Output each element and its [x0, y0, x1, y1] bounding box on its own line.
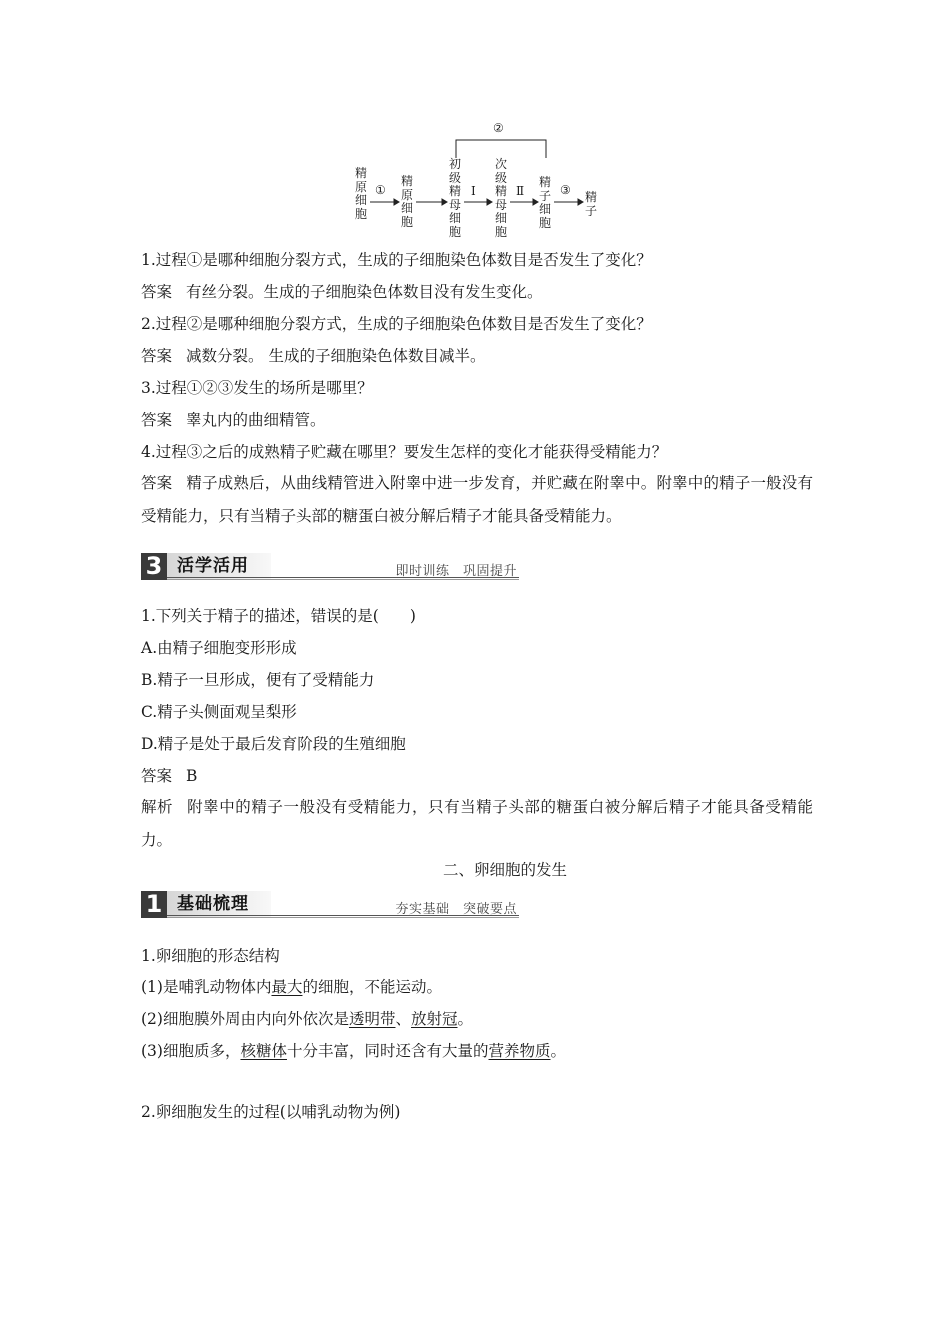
egg-heading-2: 2.卵细胞发生的过程(以哺乳动物为例)	[141, 1103, 401, 1121]
option-a: A.由精子细胞变形形成	[141, 639, 297, 657]
answer-4: 答案 精子成熟后，从曲线精管进入附睾中进一步发育，并贮藏在附睾中。附睾中的精子一般没有受精能力，只有当精子头部的糖蛋白被分解后精子才能具备受精能力。	[141, 474, 813, 525]
exercise-analysis: 解析 附睾中的精子一般没有受精能力，只有当精子头部的糖蛋白被分解后精子才能具备受精能力。	[141, 798, 813, 849]
blank-largest: 最大	[271, 978, 303, 996]
arrow-label-1: ①	[375, 183, 386, 197]
node-spermatogonium-2: 精原细胞	[400, 174, 413, 229]
option-b: B.精子一旦形成，便有了受精能力	[141, 671, 375, 689]
blank-corona-radiata: 放射冠	[411, 1010, 458, 1028]
section-subtitle: 夯实基础 突破要点	[395, 902, 517, 917]
arrow-label-I: Ⅰ	[471, 184, 476, 198]
node-spermatid: 精子细胞	[538, 175, 551, 230]
node-primary-spermatocyte: 初级精母细胞	[448, 157, 461, 239]
exercise-question: 1.下列关于精子的描述，错误的是( )	[141, 607, 416, 625]
blank-nutrients: 营养物质	[488, 1042, 551, 1060]
answer-2: 答案 减数分裂。 生成的子细胞染色体数目减半。	[141, 347, 486, 365]
answer-1: 答案 有丝分裂。生成的子细胞染色体数目没有发生变化。	[141, 283, 543, 301]
diagram-arrows	[350, 118, 600, 243]
node-sperm: 精子	[584, 190, 597, 218]
question-1: 1.过程①是哪种细胞分裂方式，生成的子细胞染色体数目是否发生了变化？	[141, 251, 652, 269]
option-d: D.精子是处于最后发育阶段的生殖细胞	[141, 735, 406, 753]
section-banner-practice	[141, 553, 519, 583]
section-number: 3	[141, 553, 167, 580]
question-4: 4.过程③之后的成熟精子贮藏在哪里？要发生怎样的变化才能获得受精能力？	[141, 443, 668, 461]
spermatogenesis-diagram	[350, 118, 600, 243]
arrow-label-3: ③	[560, 183, 571, 197]
egg-line-3: (3)细胞质多，核糖体十分丰富，同时还含有大量的营养物质。	[141, 1042, 567, 1060]
egg-line-1: (1)是哺乳动物体内最大的细胞，不能运动。	[141, 978, 442, 996]
arrow-label-II: Ⅱ	[516, 184, 525, 198]
question-3: 3.过程①②③发生的场所是哪里？	[141, 379, 373, 397]
section-title: 活学活用	[177, 556, 249, 576]
section-number: 1	[141, 891, 167, 918]
node-spermatogonium-1: 精原细胞	[354, 166, 367, 221]
egg-heading: 1.卵细胞的形态结构	[141, 947, 280, 965]
bracket-label: ②	[493, 121, 504, 135]
node-secondary-spermatocyte: 次级精母细胞	[494, 157, 507, 239]
answer-3: 答案 睾丸内的曲细精管。	[141, 411, 326, 429]
exercise-answer: 答案 B	[141, 767, 198, 785]
blank-ribosome: 核糖体	[240, 1042, 287, 1060]
question-2: 2.过程②是哪种细胞分裂方式，生成的子细胞染色体数目是否发生了变化？	[141, 315, 652, 333]
option-c: C.精子头侧面观呈梨形	[141, 703, 297, 721]
egg-line-2: (2)细胞膜外周由内向外依次是透明带、放射冠。	[141, 1010, 474, 1028]
section-banner-basics	[141, 891, 519, 921]
blank-zona-pellucida: 透明带	[348, 1010, 396, 1028]
part-title: 二、卵细胞的发生	[442, 861, 567, 879]
section-subtitle: 即时训练 巩固提升	[395, 564, 517, 579]
section-title: 基础梳理	[177, 894, 249, 914]
